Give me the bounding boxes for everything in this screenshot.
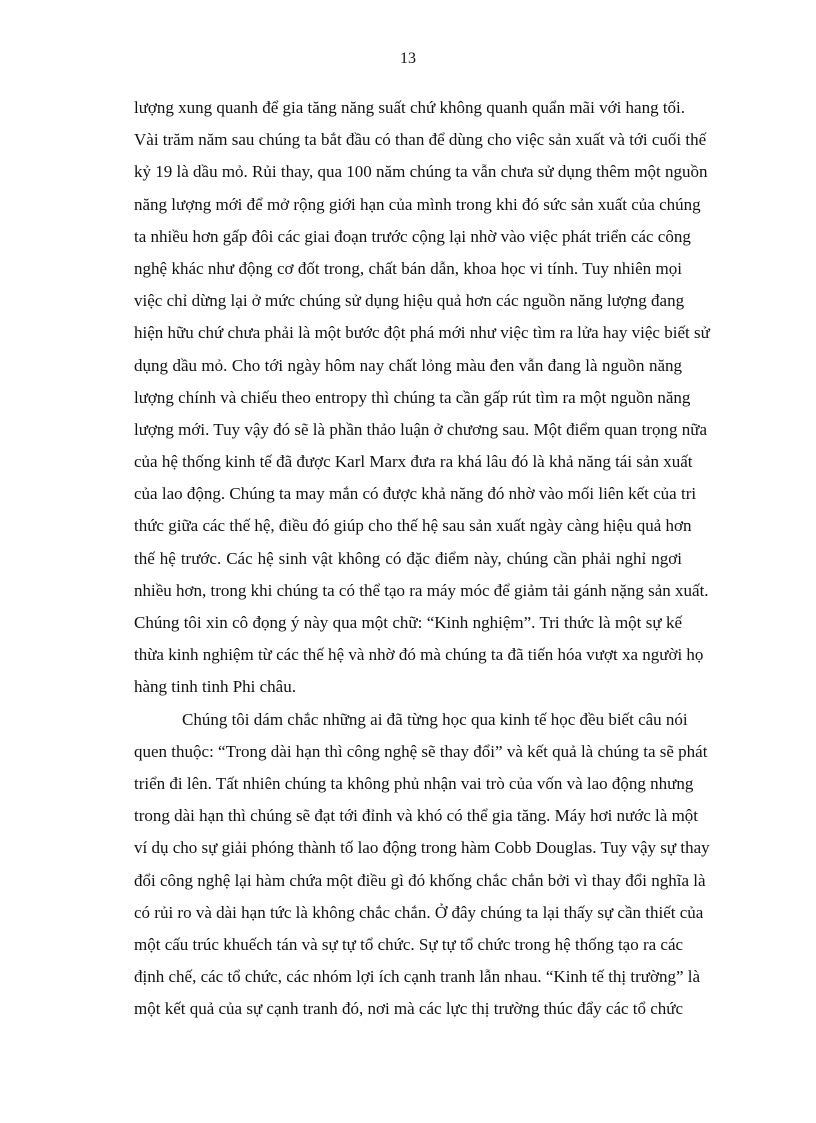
text-line: năng lượng mới để mở rộng giới hạn của mình trong khi đó sức sản xuất của chúng xyxy=(134,194,701,214)
text-line: thức giữa các thế hệ, điều đó giúp cho thế hệ sau sản xuất ngày càng hiệu quả hơn xyxy=(134,516,692,536)
text-line: dụng dầu mỏ. Cho tới ngày hôm nay chất lỏng màu đen vẫn đang là nguồn năng xyxy=(134,355,682,375)
paragraph-2 xyxy=(134,704,710,1026)
text-line: nghệ khác như động cơ đốt trong, chất bán dẫn, khoa học vi tính. Tuy nhiên mọi xyxy=(134,258,682,278)
body-text xyxy=(134,92,710,1025)
page-number: 13 xyxy=(400,50,416,67)
text-line: trong dài hạn thì chúng sẽ đạt tới đỉnh và khó có thể gia tăng. Máy hơi nước là một xyxy=(134,806,699,826)
text-line: triển đi lên. Tất nhiên chúng ta không phủ nhận vai trò của vốn và lao động nhưng xyxy=(134,773,694,793)
paragraph-1 xyxy=(134,92,710,704)
text-line: ví dụ cho sự giải phóng thành tố lao động trong hàm Cobb Douglas. Tuy vậy sự thay xyxy=(134,838,710,858)
text-line: lượng chính và chiếu theo entropy thì chúng ta cần gấp rút tìm ra một nguồn năng xyxy=(134,387,691,407)
text-line: định chế, các tổ chức, các nhóm lợi ích cạnh tranh lẫn nhau. “Kinh tế thị trường” là xyxy=(134,967,701,987)
text-line: lượng mới. Tuy vậy đó sẽ là phần thảo luận ở chương sau. Một điểm quan trọng nữa xyxy=(134,419,708,439)
text-line: việc chỉ dừng lại ở mức chúng sử dụng hiệu quả hơn các nguồn năng lượng đang xyxy=(134,291,685,311)
text-line: lượng xung quanh để gia tăng năng suất chứ không quanh quẩn mãi với hang tối. xyxy=(134,98,686,117)
text-line: ta nhiều hơn gấp đôi các giai đoạn trước cộng lại nhờ vào việc phát triển các công xyxy=(134,226,691,246)
text-line: một cấu trúc khuếch tán và sự tự tổ chức. Sự tự tổ chức trong hệ thống tạo ra các xyxy=(134,934,684,954)
text-line: thừa kinh nghiệm từ các thế hệ và nhờ đó mà chúng ta đã tiến hóa vượt xa người họ xyxy=(134,645,704,665)
text-line: hàng tinh tinh Phi châu. xyxy=(134,677,296,697)
text-line: quen thuộc: “Trong dài hạn thì công nghệ sẽ thay đổi” và kết quả là chúng ta sẽ phát xyxy=(134,741,708,761)
text-line: Vài trăm năm sau chúng ta bắt đầu có than để dùng cho việc sản xuất và tới cuối thế xyxy=(134,130,707,150)
text-line: kỷ 19 là dầu mỏ. Rủi thay, qua 100 năm chúng ta vẫn chưa sử dụng thêm một nguồn xyxy=(134,162,708,182)
text-line: hiện hữu chứ chưa phải là một bước đột phá mới như việc tìm ra lửa hay việc biết sử xyxy=(134,323,710,343)
text-line: Chúng tôi dám chắc những ai đã từng học qua kinh tế học đều biết câu nói xyxy=(182,709,688,729)
text-line: của lao động. Chúng ta may mắn có được khả năng đó nhờ vào mối liên kết của tri xyxy=(134,484,697,504)
text-line: một kết quả của sự cạnh tranh đó, nơi mà các lực thị trường thúc đẩy các tổ chức xyxy=(134,999,684,1019)
text-line: có rủi ro và dài hạn tức là không chắc chắn. Ở đây chúng ta lại thấy sự cần thiết của xyxy=(134,902,704,922)
text-line: của hệ thống kinh tế đã được Karl Marx đưa ra khá lâu đó là khả năng tái sản xuất xyxy=(134,452,693,472)
text-line: thế hệ trước. Các hệ sinh vật không có đặc điểm này, chúng cần phải nghỉ ngơi xyxy=(134,548,682,568)
text-line: nhiều hơn, trong khi chúng ta có thể tạo ra máy móc để giảm tải gánh nặng sản xuất. xyxy=(134,580,709,600)
text-line: đổi công nghệ lại hàm chứa một điều gì đó khống chắc chắn bởi vì thay đổi nghĩa là xyxy=(134,870,706,890)
text-line: Chúng tôi xin cô đọng ý này qua một chữ: “Kinh nghiệm”. Tri thức là một sự kế xyxy=(134,613,682,632)
